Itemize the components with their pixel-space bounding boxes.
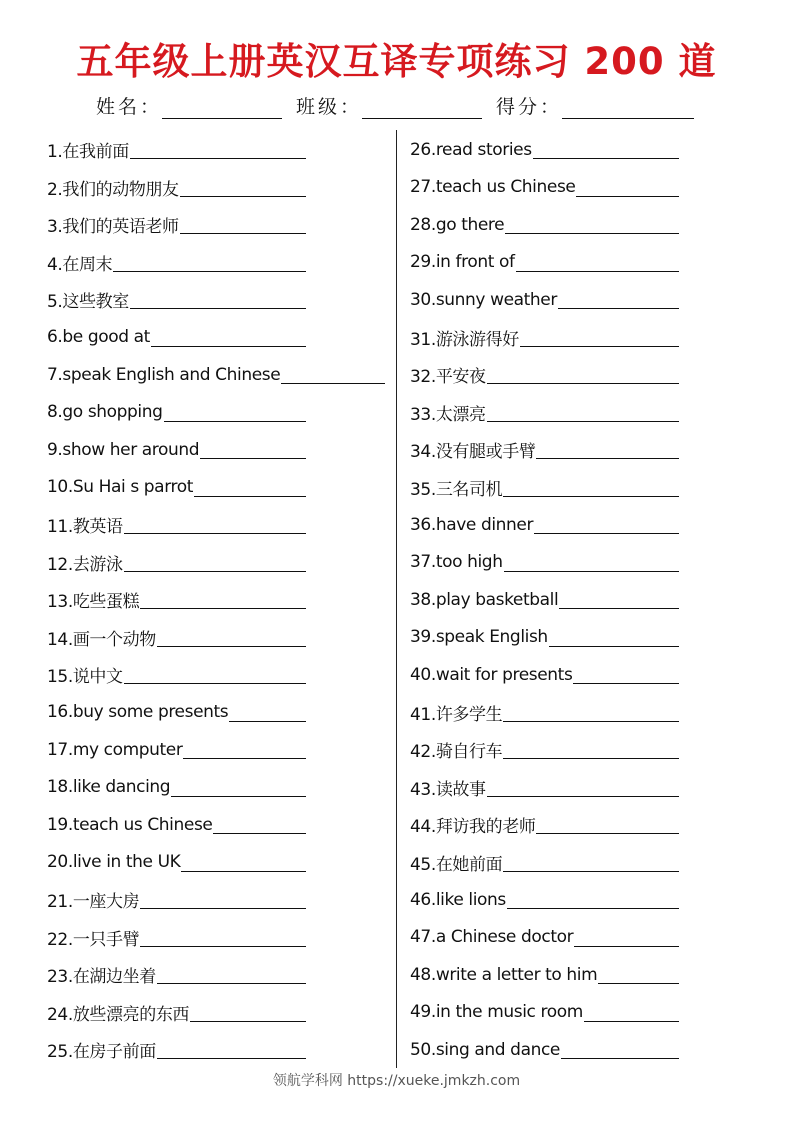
exercise-item xyxy=(47,881,392,919)
exercise-item xyxy=(47,919,392,957)
answer-blank[interactable] xyxy=(503,740,679,759)
answer-blank[interactable] xyxy=(533,140,679,159)
exercise-item xyxy=(47,131,392,169)
answer-blank[interactable] xyxy=(487,778,679,797)
answer-blank[interactable] xyxy=(520,328,679,347)
exercise-prompt: 13.吃些蛋糕 xyxy=(47,592,140,613)
exercise-prompt: 26.read stories xyxy=(410,139,532,160)
exercise-item xyxy=(47,544,392,582)
answer-blank[interactable] xyxy=(180,178,306,197)
exercise-item xyxy=(47,994,392,1032)
exercise-item xyxy=(410,131,785,169)
exercise-item xyxy=(410,844,785,882)
answer-blank[interactable] xyxy=(124,515,306,534)
exercise-item xyxy=(47,206,392,244)
name-label: 姓名： xyxy=(96,96,163,118)
exercise-item xyxy=(410,244,785,282)
exercise-item xyxy=(47,431,392,469)
exercise-item xyxy=(410,356,785,394)
exercise-item xyxy=(410,919,785,957)
answer-blank[interactable] xyxy=(598,965,679,984)
answer-blank[interactable] xyxy=(183,740,306,759)
exercise-prompt: 2.我们的动物朋友 xyxy=(47,179,179,200)
answer-blank[interactable] xyxy=(130,290,306,309)
exercise-item xyxy=(410,1031,785,1069)
exercise-item xyxy=(47,244,392,282)
answer-blank[interactable] xyxy=(140,928,306,947)
exercise-item xyxy=(47,619,392,657)
exercise-prompt: 1.在我前面 xyxy=(47,142,129,163)
answer-blank[interactable] xyxy=(558,290,679,309)
exercise-item xyxy=(410,994,785,1032)
exercise-item xyxy=(410,806,785,844)
exercise-prompt: 25.在房子前面 xyxy=(47,1042,156,1063)
exercise-item xyxy=(410,731,785,769)
answer-blank[interactable] xyxy=(574,928,679,947)
exercise-prompt: 33.太漂亮 xyxy=(410,404,486,425)
answer-blank[interactable] xyxy=(130,140,306,159)
exercise-item xyxy=(47,731,392,769)
exercise-prompt: 30.sunny weather xyxy=(410,289,557,310)
answer-blank[interactable] xyxy=(164,403,306,422)
exercise-item xyxy=(410,619,785,657)
answer-blank[interactable] xyxy=(140,890,306,909)
answer-blank[interactable] xyxy=(113,253,306,272)
answer-blank[interactable] xyxy=(584,1003,679,1022)
exercise-item xyxy=(410,281,785,319)
answer-blank[interactable] xyxy=(487,403,679,422)
exercise-prompt: 49.in the music room xyxy=(410,1002,583,1023)
exercise-prompt: 35.三名司机 xyxy=(410,479,503,500)
exercise-prompt: 27.teach us Chinese xyxy=(410,177,576,198)
answer-blank[interactable] xyxy=(200,440,306,459)
exercise-prompt: 32.平安夜 xyxy=(410,367,486,388)
answer-blank[interactable] xyxy=(140,590,306,609)
exercise-prompt: 43.读故事 xyxy=(410,779,486,800)
answer-blank[interactable] xyxy=(576,178,679,197)
answer-blank[interactable] xyxy=(151,328,306,347)
exercise-item xyxy=(410,581,785,619)
left-column xyxy=(47,131,392,1069)
answer-blank[interactable] xyxy=(124,553,306,572)
exercise-item xyxy=(410,769,785,807)
answer-blank[interactable] xyxy=(536,440,679,459)
exercise-prompt: 36.have dinner xyxy=(410,514,534,535)
exercise-prompt: 5.这些教室 xyxy=(47,292,129,313)
footer-watermark: 领航学科网 https://xueke.jmkzh.com xyxy=(272,1073,521,1089)
exercise-item xyxy=(47,319,392,357)
answer-blank[interactable] xyxy=(281,365,385,384)
exercise-item xyxy=(47,694,392,732)
exercise-item xyxy=(47,769,392,807)
answer-blank[interactable] xyxy=(503,853,679,872)
exercise-item xyxy=(410,881,785,919)
exercise-item xyxy=(47,356,392,394)
worksheet-title: 五年级上册英汉互译专项练习 200 道 xyxy=(76,40,717,83)
exercise-prompt: 17.my computer xyxy=(47,739,183,760)
exercise-prompt: 47.a Chinese doctor xyxy=(410,927,574,948)
exercise-prompt: 38.play basketball xyxy=(410,589,559,610)
exercise-prompt: 16.buy some presents xyxy=(47,702,229,723)
answer-blank[interactable] xyxy=(549,628,679,647)
exercise-item xyxy=(47,169,392,207)
exercise-prompt: 50.sing and dance xyxy=(410,1039,560,1060)
answer-blank[interactable] xyxy=(194,478,306,497)
answer-blank[interactable] xyxy=(573,665,679,684)
answer-blank[interactable] xyxy=(507,890,679,909)
exercise-item xyxy=(410,694,785,732)
exercise-item xyxy=(410,169,785,207)
exercise-prompt: 44.拜访我的老师 xyxy=(410,817,536,838)
exercise-item xyxy=(410,431,785,469)
exercise-prompt: 20.live in the UK xyxy=(47,852,181,873)
exercise-prompt: 42.骑自行车 xyxy=(410,742,503,763)
class-field[interactable] xyxy=(362,96,482,119)
answer-blank[interactable] xyxy=(229,703,306,722)
answer-blank[interactable] xyxy=(157,628,306,647)
exercise-prompt: 11.教英语 xyxy=(47,517,123,538)
exercise-prompt: 39.speak English xyxy=(410,627,548,648)
student-info-row xyxy=(96,91,694,119)
exercise-item xyxy=(410,319,785,357)
exercise-prompt: 28.go there xyxy=(410,214,505,235)
exercise-item xyxy=(47,394,392,432)
exercise-prompt: 37.too high xyxy=(410,552,503,573)
score-label: 得分： xyxy=(496,96,563,118)
exercise-prompt: 34.没有腿或手臂 xyxy=(410,442,536,463)
answer-blank[interactable] xyxy=(124,665,306,684)
answer-blank[interactable] xyxy=(487,365,679,384)
answer-blank[interactable] xyxy=(559,590,679,609)
exercise-prompt: 7.speak English and Chinese xyxy=(47,364,281,385)
exercise-item xyxy=(410,394,785,432)
answer-blank[interactable] xyxy=(181,853,306,872)
answer-blank[interactable] xyxy=(534,515,679,534)
exercise-prompt: 14.画一个动物 xyxy=(47,629,156,650)
exercise-prompt: 22.一只手臂 xyxy=(47,929,140,950)
answer-blank[interactable] xyxy=(505,215,679,234)
exercise-item xyxy=(410,956,785,994)
exercise-prompt: 18.like dancing xyxy=(47,777,171,798)
exercise-item xyxy=(410,506,785,544)
score-field[interactable] xyxy=(562,96,694,119)
column-divider xyxy=(396,130,397,1068)
exercise-item xyxy=(47,469,392,507)
exercise-item xyxy=(410,656,785,694)
right-column xyxy=(410,131,785,1069)
exercise-item xyxy=(47,806,392,844)
exercise-item xyxy=(410,206,785,244)
exercise-prompt: 4.在周末 xyxy=(47,254,113,275)
exercise-item xyxy=(47,656,392,694)
exercise-item xyxy=(410,544,785,582)
exercise-prompt: 46.like lions xyxy=(410,889,506,910)
exercise-prompt: 45.在她前面 xyxy=(410,854,503,875)
answer-blank[interactable] xyxy=(504,553,679,572)
exercise-prompt: 40.wait for presents xyxy=(410,664,573,685)
exercise-item xyxy=(47,956,392,994)
exercise-prompt: 23.在湖边坐着 xyxy=(47,967,156,988)
exercise-prompt: 8.go shopping xyxy=(47,402,163,423)
answer-blank[interactable] xyxy=(157,965,306,984)
answer-blank[interactable] xyxy=(213,815,306,834)
name-field[interactable] xyxy=(162,96,282,119)
exercise-prompt: 15.说中文 xyxy=(47,667,123,688)
answer-blank[interactable] xyxy=(516,253,679,272)
exercise-prompt: 31.游泳游得好 xyxy=(410,329,519,350)
exercise-prompt: 3.我们的英语老师 xyxy=(47,217,179,238)
exercise-prompt: 41.许多学生 xyxy=(410,704,503,725)
answer-blank[interactable] xyxy=(190,1003,306,1022)
answer-blank[interactable] xyxy=(503,703,679,722)
exercise-prompt: 21.一座大房 xyxy=(47,892,140,913)
exercise-item xyxy=(47,844,392,882)
answer-blank[interactable] xyxy=(561,1040,679,1059)
exercise-prompt: 10.Su Hai s parrot xyxy=(47,477,193,498)
exercise-item xyxy=(47,1031,392,1069)
exercise-prompt: 9.show her around xyxy=(47,439,200,460)
answer-blank[interactable] xyxy=(536,815,679,834)
answer-blank[interactable] xyxy=(503,478,679,497)
exercise-prompt: 12.去游泳 xyxy=(47,554,123,575)
exercise-prompt: 19.teach us Chinese xyxy=(47,814,213,835)
answer-blank[interactable] xyxy=(157,1040,306,1059)
exercise-item xyxy=(47,281,392,319)
answer-blank[interactable] xyxy=(171,778,306,797)
answer-blank[interactable] xyxy=(180,215,306,234)
exercise-prompt: 24.放些漂亮的东西 xyxy=(47,1004,190,1025)
exercise-item xyxy=(47,506,392,544)
exercise-prompt: 6.be good at xyxy=(47,327,150,348)
exercise-prompt: 48.write a letter to him xyxy=(410,964,598,985)
class-label: 班级： xyxy=(296,96,363,118)
exercise-prompt: 29.in front of xyxy=(410,252,515,273)
exercise-item xyxy=(47,581,392,619)
exercise-item xyxy=(410,469,785,507)
